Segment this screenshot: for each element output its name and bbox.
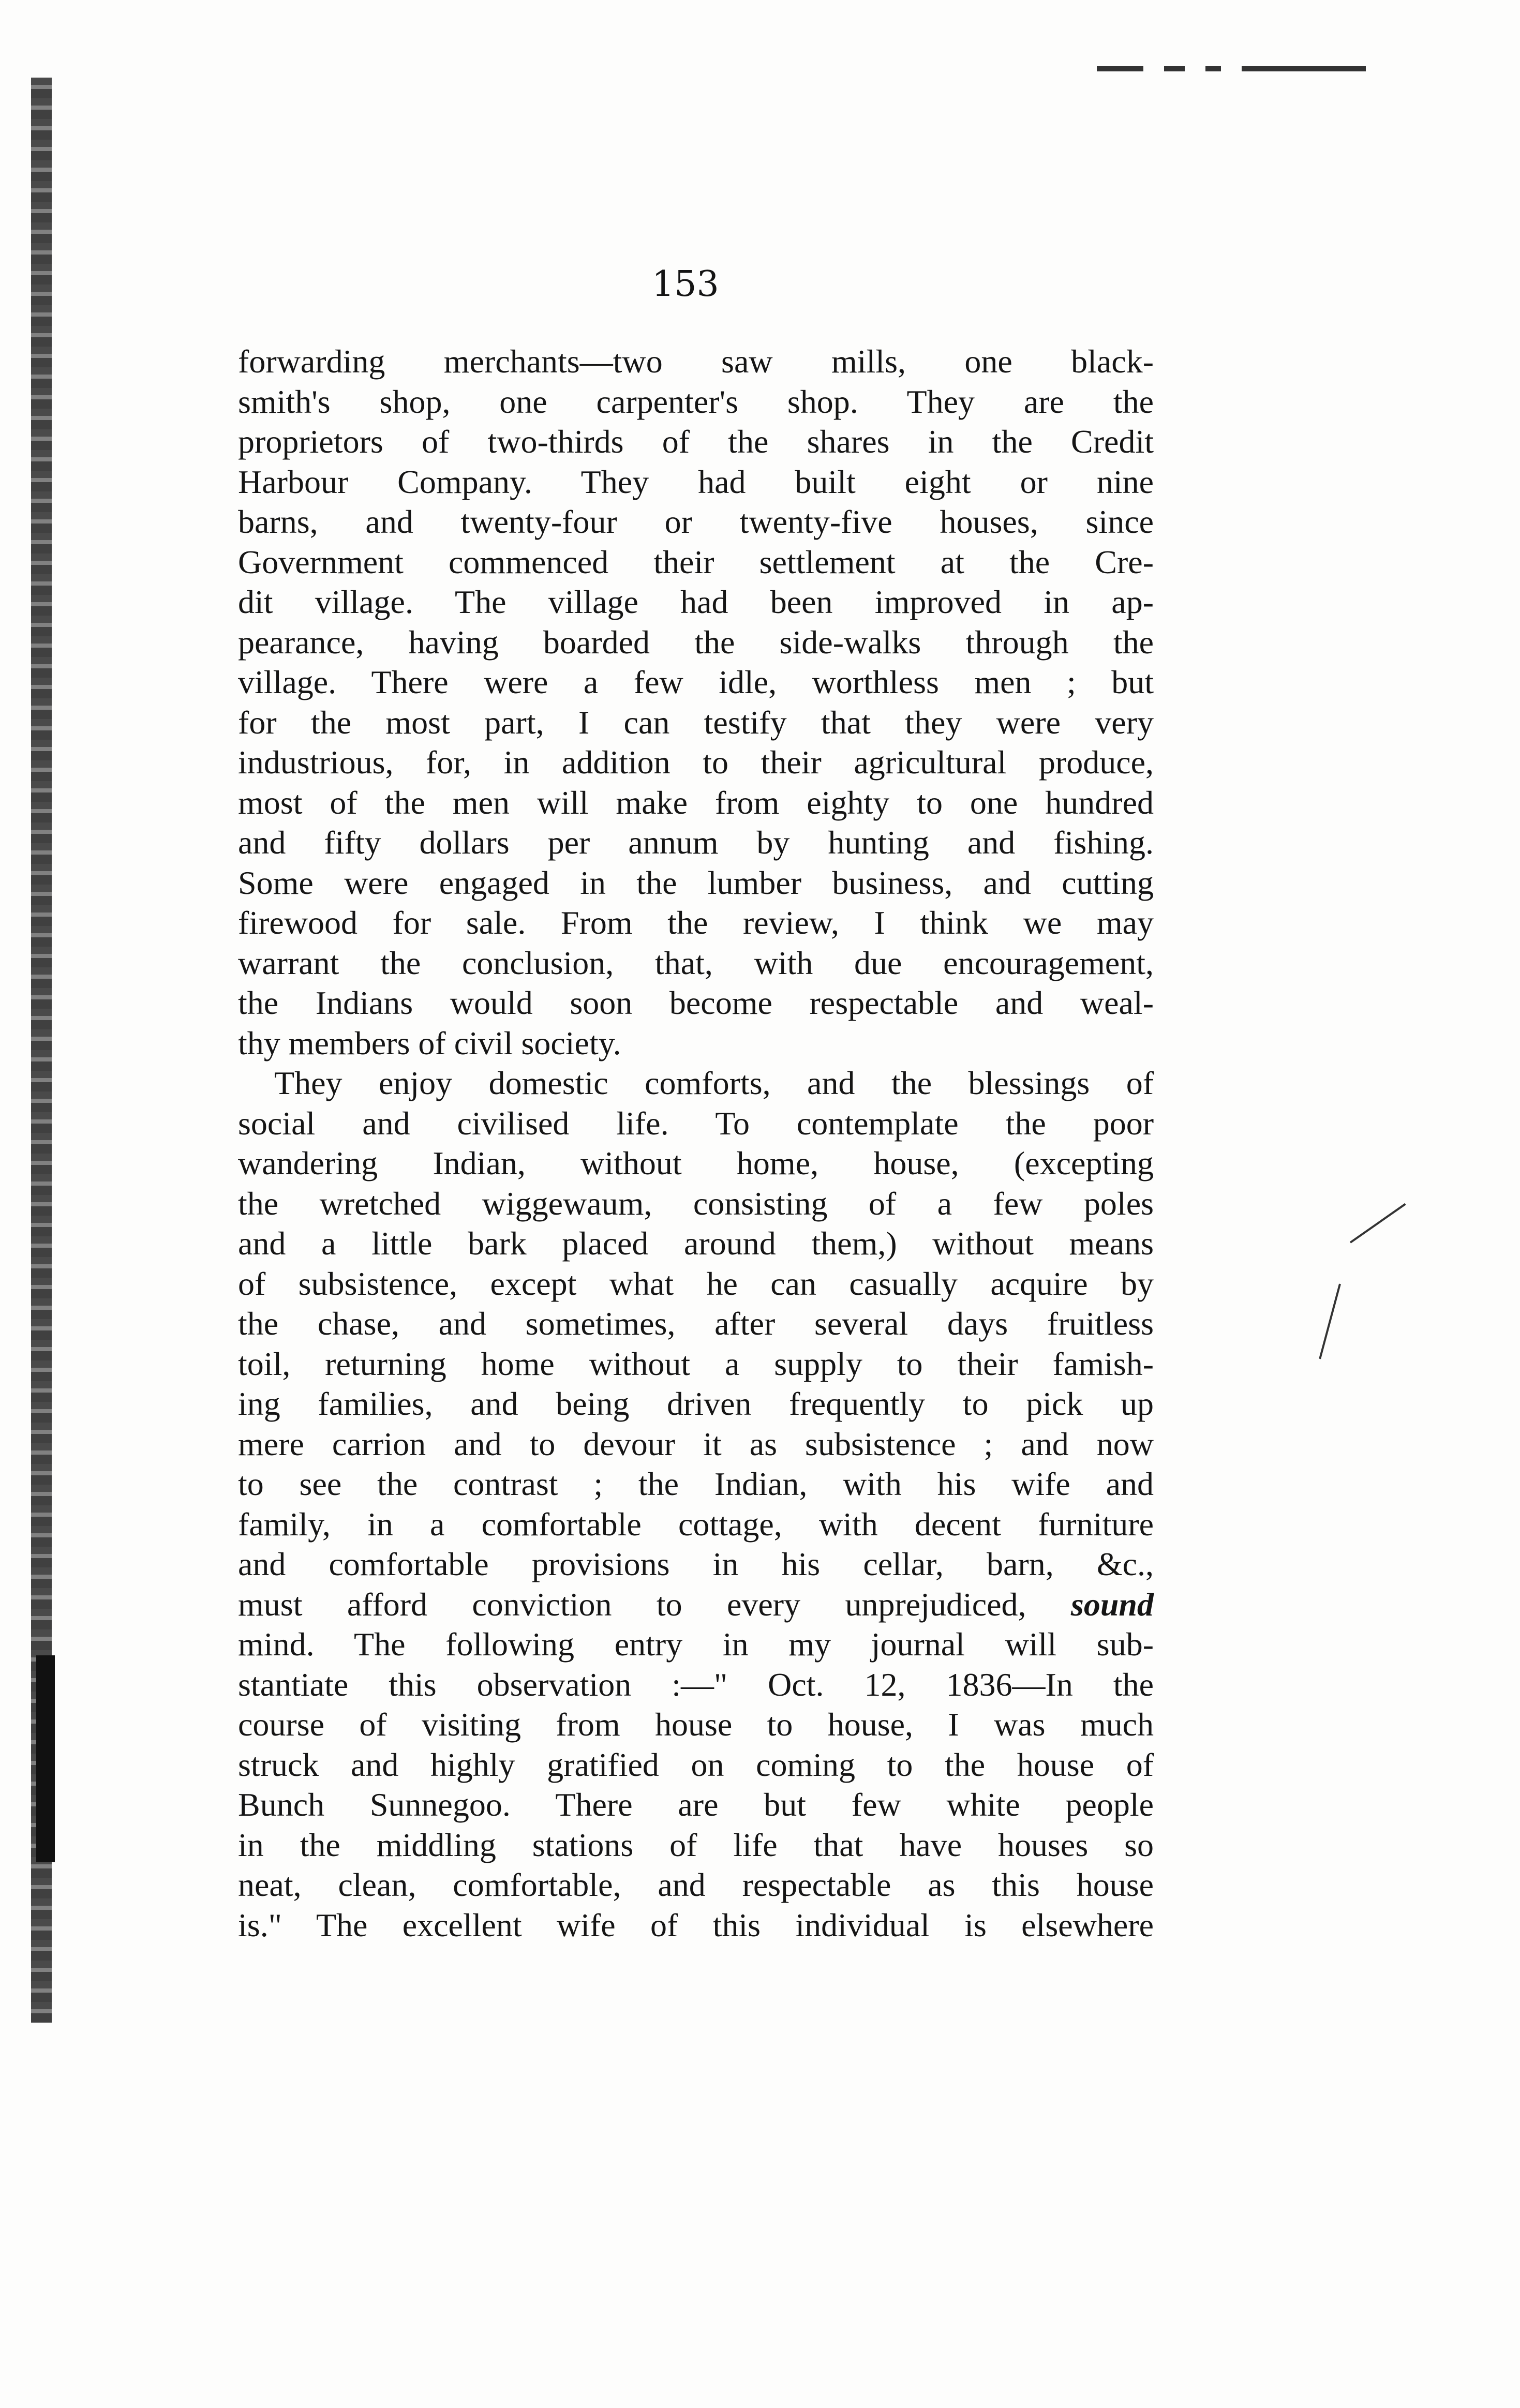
text-line: stantiate this observation :—" Oct. 12, 1836—In the [238, 1666, 1154, 1703]
scan-smudge [1205, 66, 1221, 71]
text-line: is." The excellent wife of this individual is elsewhere [238, 1906, 1154, 1943]
text-line: barns, and twenty-four or twenty-five houses, since [238, 503, 1154, 540]
text-line: most of the men will make from eighty to one hundred [238, 784, 1154, 821]
margin-pencil-mark [1319, 1283, 1341, 1359]
text-line: course of visiting from house to house, I was much [238, 1706, 1154, 1743]
text-line: smith's shop, one carpenter's shop. They are the [238, 383, 1154, 420]
text-line: and a little bark placed around them,) without means [238, 1225, 1154, 1262]
scan-smudge [1164, 66, 1185, 71]
body-text [238, 341, 1154, 1945]
text-line: Bunch Sunnegoo. There are but few white people [238, 1786, 1154, 1823]
text-line: to see the contrast ; the Indian, with his wife and [238, 1465, 1154, 1502]
text-line: forwarding merchants—two saw mills, one black- [238, 343, 1154, 380]
text-line: and comfortable provisions in his cellar, barn, &c., [238, 1546, 1154, 1582]
text-line: in the middling stations of life that have houses so [238, 1826, 1154, 1863]
text-line: warrant the conclusion, that, with due encouragement, [238, 944, 1154, 981]
page-number: 153 [652, 264, 719, 305]
text-line: pearance, having boarded the side-walks through the [238, 623, 1154, 661]
text-line: dit village. The village had been improved in ap- [238, 584, 1154, 620]
paragraph-start-line: They enjoy domestic comforts, and the blessings of [274, 1065, 1154, 1101]
text-line-with-emphasis: must afford conviction to every unprejudiced, sound [238, 1586, 1154, 1623]
text-line: wandering Indian, without home, house, (excepting [238, 1145, 1154, 1181]
text-line: the Indians would soon become respectable and weal- [238, 984, 1154, 1021]
text-line: and fifty dollars per annum by hunting and fishing. [238, 824, 1154, 861]
paragraph-end-line: thy members of civil society. [238, 1024, 621, 1061]
margin-pencil-mark [1350, 1203, 1406, 1244]
text-line: neat, clean, comfortable, and respectable as this house [238, 1866, 1154, 1903]
text-line: firewood for sale. From the review, I think we may [238, 904, 1154, 941]
text-line: ing families, and being driven frequently to pick up [238, 1385, 1154, 1422]
scan-smudge [1242, 66, 1366, 71]
text-line: struck and highly gratified on coming to the house of [238, 1746, 1154, 1783]
text-line: Some were engaged in the lumber business, and cutting [238, 864, 1154, 901]
text-line: the chase, and sometimes, after several days fruitless [238, 1305, 1154, 1342]
text-line: industrious, for, in addition to their agricultural produce, [238, 744, 1154, 781]
text-line: village. There were a few idle, worthless men ; but [238, 664, 1154, 700]
text-line: family, in a comfortable cottage, with decent furniture [238, 1505, 1154, 1543]
text-line: social and civilised life. To contemplate the poor [238, 1104, 1154, 1142]
binding-edge-dark-patch [36, 1655, 55, 1862]
text-line: toil, returning home without a supply to their famish- [238, 1345, 1154, 1382]
text-line: of subsistence, except what he can casually acquire by [238, 1265, 1154, 1302]
scan-smudge [1097, 66, 1143, 71]
text-line: mere carrion and to devour it as subsistence ; and now [238, 1425, 1154, 1462]
text-line: Harbour Company. They had built eight or nine [238, 463, 1154, 500]
text-line: the wretched wiggewaum, consisting of a few poles [238, 1185, 1154, 1222]
text-line: proprietors of two-thirds of the shares in the Credit [238, 423, 1154, 460]
text-line: Government commenced their settlement at the Cre- [238, 543, 1154, 580]
text-line: for the most part, I can testify that they were very [238, 704, 1154, 741]
text-line: mind. The following entry in my journal will sub- [238, 1626, 1154, 1663]
emphasis-word: sound [1070, 1586, 1154, 1623]
